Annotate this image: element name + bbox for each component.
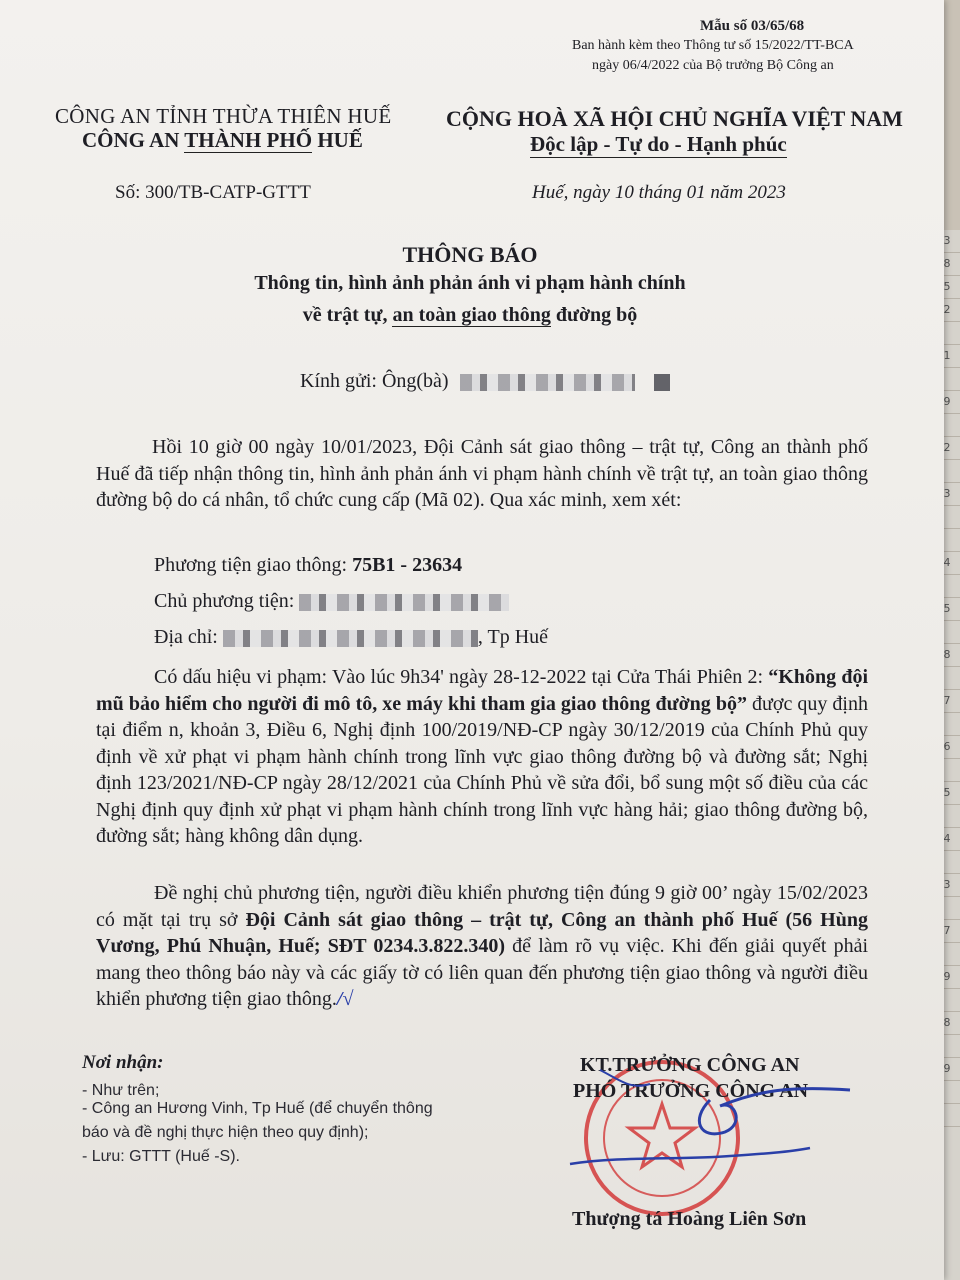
signer-name: Thượng tá Hoàng Liên Sơn bbox=[572, 1208, 807, 1230]
ruler-mark: 8 bbox=[933, 1012, 960, 1035]
address-label: Địa chỉ: bbox=[154, 626, 223, 648]
subtitle-part-c: đường bộ bbox=[550, 304, 638, 326]
form-issued-line1: Ban hành kèm theo Thông tư số 15/2022/TT-BCA bbox=[572, 38, 854, 53]
subtitle-part-a: về trật tự, bbox=[302, 304, 393, 326]
redacted-name bbox=[460, 374, 635, 391]
handwritten-signature-icon bbox=[560, 1060, 860, 1180]
ruler-mark: 2 bbox=[933, 299, 960, 322]
ruler-mark: 9 bbox=[933, 966, 960, 989]
ruler-mark: 3 bbox=[933, 230, 960, 253]
recipients-item-2: - Công an Hương Vinh, Tp Huế (để chuyển thông bbox=[82, 1100, 433, 1117]
document-date: Huế, ngày 10 tháng 01 năm 2023 bbox=[532, 182, 786, 203]
agency-suffix: HUẾ bbox=[312, 128, 363, 152]
check-mark: /√ bbox=[336, 988, 354, 1010]
ruler-mark: 5 bbox=[933, 782, 960, 805]
request-intro: Đề nghị chủ phương tiện, người điều khiển phương tiện đúng 9 giờ 00’ ngày 15/02/2023 có mặt tại trụ sở bbox=[96, 882, 868, 931]
paragraph-intro: Hồi 10 giờ 00 ngày 10/01/2023, Đội Cảnh sát giao thông – trật tự, Công an thành phố Huế đã tiếp nhận thông tin, hình ảnh phản ánh vi phạm hành chính về trật tự, an toàn giao thông đường bộ do cá nhân, tổ chức cung cấp (Mã 02). Qua xác minh, xem xét: bbox=[96, 436, 868, 511]
document-heading: THÔNG BÁO bbox=[402, 242, 538, 267]
recipients-item-3: báo và đề nghị thực hiện theo quy định); bbox=[82, 1124, 369, 1141]
owner-label: Chủ phương tiện: bbox=[154, 590, 300, 612]
recipients-item-4: - Lưu: GTTT (Huế -S). bbox=[82, 1148, 240, 1165]
ruler-mark: 9 bbox=[933, 1058, 960, 1081]
ruler-mark: 6 bbox=[933, 736, 960, 759]
vehicle-label: Phương tiện giao thông: bbox=[154, 554, 353, 576]
ruler-mark: 1 bbox=[933, 345, 960, 368]
recipient-label: Kính gửi: Ông(bà) bbox=[300, 370, 449, 392]
paragraph-request bbox=[96, 880, 868, 1013]
violation-quote: “Không đội mũ bảo hiểm cho người đi mô tô, xe máy khi tham gia giao thông đường bộ” bbox=[96, 666, 869, 715]
republic-title: CỘNG HOÀ XÃ HỘI CHỦ NGHĨA VIỆT NAM bbox=[446, 106, 903, 131]
request-rest: để làm rõ vụ việc. Khi đến giải quyết phải mang theo thông báo này và các giấy tờ có liên quan đến phương tiện giao thông và người điều khiển phương tiện giao thông. bbox=[96, 935, 869, 1010]
redacted-address bbox=[223, 630, 478, 647]
signature-title-1: KT.TRƯỞNG CÔNG AN bbox=[580, 1054, 800, 1076]
recipients-item-1: - Như trên; bbox=[82, 1082, 160, 1099]
address-line bbox=[154, 626, 548, 649]
signature-title-2: PHÓ TRƯỞNG CÔNG AN bbox=[573, 1080, 809, 1102]
ruler-mark: 9 bbox=[933, 391, 960, 414]
ruler-mark: 4 bbox=[933, 828, 960, 851]
ruler-mark: 7 bbox=[933, 690, 960, 713]
form-number: Mẫu số 03/65/68 bbox=[700, 18, 805, 34]
document-subtitle-1: Thông tin, hình ảnh phản ánh vi phạm hành chính bbox=[254, 272, 686, 294]
agency-name bbox=[82, 128, 363, 153]
document-subtitle-2 bbox=[0, 304, 940, 327]
ruler-mark: 5 bbox=[933, 276, 960, 299]
document-number: Số: 300/TB-CATP-GTTT bbox=[115, 182, 311, 203]
form-issued-line2: ngày 06/4/2022 của Bộ trưởng Bộ Công an bbox=[592, 58, 834, 73]
recipient-line bbox=[300, 370, 670, 393]
motto: Độc lập - Tự do - Hạnh phúc bbox=[530, 132, 787, 156]
owner-line bbox=[154, 590, 509, 613]
vehicle-plate: 75B1 - 23634 bbox=[352, 554, 463, 576]
ruler-mark: 3 bbox=[933, 483, 960, 506]
ruler-mark: 4 bbox=[933, 552, 960, 575]
ruler-mark: 8 bbox=[933, 253, 960, 276]
address-city: , Tp Huế bbox=[477, 626, 549, 648]
ruler-mark: 5 bbox=[933, 598, 960, 621]
agency-prefix: CÔNG AN bbox=[82, 128, 185, 152]
request-office: Đội Cảnh sát giao thông – trật tự, Công an thành phố Huế (56 Hùng Vương, Phú Nhuận, Huế; SĐT 0234.3.822.340) bbox=[96, 908, 868, 957]
violation-legal-basis: được quy định tại điểm n, khoản 3, Điều 6, Nghị định 100/2019/NĐ-CP ngày 30/12/2019 của Chính Phủ quy định về xử phạt vi phạm hành chính trong lĩnh vực giao thông đường bộ và đường sắt; Nghị định 123/2021/NĐ-CP ngày 28/12/2021 của Chính Phủ về sửa đổi, bổ sung một số điều của các Nghị định quy định xử phạt vi phạm hành chính trong lĩnh vực hàng hải; giao thông đường bộ, đường sắt; hàng không dân dụng. bbox=[96, 692, 868, 847]
ruler-mark: 8 bbox=[933, 644, 960, 667]
violation-intro: Có dấu hiệu vi phạm: Vào lúc 9h34' ngày 28-12-2022 tại Cửa Thái Phiên 2: bbox=[154, 666, 769, 688]
agency-underlined: THÀNH PHỐ bbox=[184, 128, 313, 152]
redacted-name-end bbox=[654, 374, 670, 391]
subtitle-part-b: an toàn giao thông bbox=[392, 304, 551, 326]
paragraph-violation bbox=[96, 664, 868, 850]
recipients-title: Nơi nhận: bbox=[82, 1052, 164, 1073]
vehicle-line bbox=[154, 554, 462, 577]
agency-parent: CÔNG AN TỈNH THỪA THIÊN HUẾ bbox=[55, 104, 392, 128]
redacted-owner bbox=[299, 594, 509, 611]
ruler-mark: 7 bbox=[933, 920, 960, 943]
ruler-mark: 3 bbox=[933, 874, 960, 897]
ruler-mark: 2 bbox=[933, 437, 960, 460]
